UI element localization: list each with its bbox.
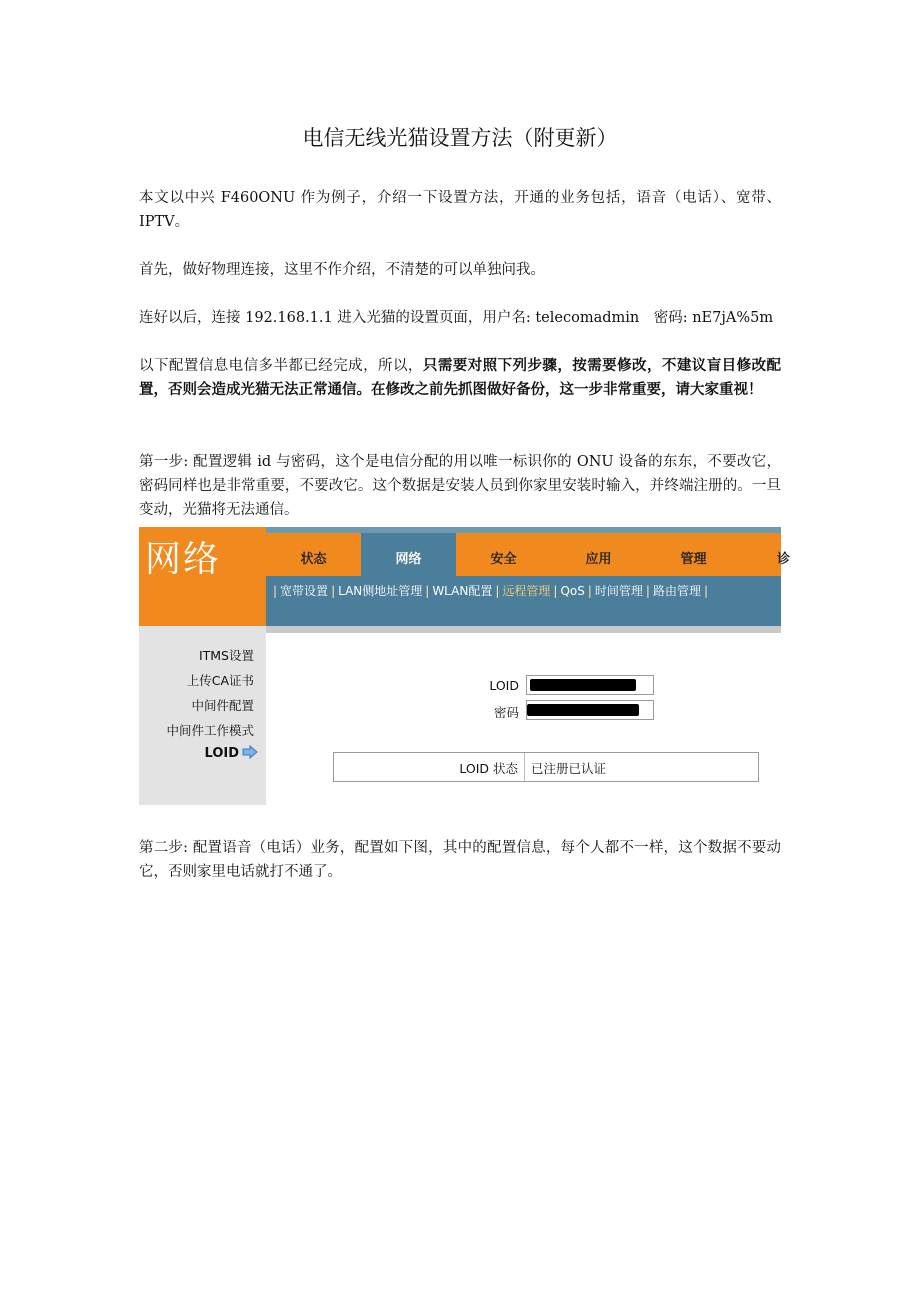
password-input[interactable] bbox=[526, 700, 654, 720]
warning-lead-text: 以下配置信息电信多半都已经完成，所以， bbox=[139, 358, 423, 374]
loid-status-value: 已注册已认证 bbox=[531, 761, 607, 776]
paragraph-warning bbox=[139, 354, 781, 402]
password-label: 密码 bbox=[493, 705, 519, 720]
sub-navigation: | 宽带设置 | LAN侧地址管理 | WLAN配置 | 远程管理 | QoS | 时间管理 | 路由管理 | bbox=[273, 584, 709, 598]
subnav-broadband[interactable]: 宽带设置 bbox=[280, 584, 329, 598]
loid-status-label: LOID 状态 bbox=[459, 761, 518, 776]
left-nav-itms[interactable]: ITMS设置 bbox=[198, 648, 254, 663]
paragraph-login-info: 连好以后，连接 192.168.1.1 进入光猫的设置页面，用户名: telecomadmin 密码: nE7jA%5m bbox=[139, 310, 774, 326]
loid-input[interactable] bbox=[526, 675, 654, 695]
subnav-routing[interactable]: 路由管理 bbox=[652, 584, 701, 598]
left-nav-loid[interactable]: LOID bbox=[204, 746, 239, 761]
left-nav-middleware-mode[interactable]: 中间件工作模式 bbox=[166, 723, 254, 738]
password-redaction bbox=[527, 704, 639, 716]
paragraph-step-one: 第一步: 配置逻辑 id 与密码，这个是电信分配的用以唯一标识你的 ONU 设备的东东，不要改它，密码同样也是非常重要，不要改它。这个数据是安装人员到你家里安装时输入，并终端注册的。一旦变动，光猫将无法通信。 bbox=[139, 454, 781, 518]
tab-security[interactable]: 安全 bbox=[490, 552, 517, 567]
tab-network[interactable]: 网络 bbox=[361, 533, 456, 576]
left-nav-ca-cert[interactable]: 上传CA证书 bbox=[186, 673, 254, 688]
content-top-stripe bbox=[266, 626, 781, 633]
paragraph-intro: 本文以中兴 F460ONU 作为例子，介绍一下设置方法，开通的业务包括，语音（电话）、宽带、IPTV。 bbox=[139, 190, 781, 230]
subnav-lan[interactable]: LAN侧地址管理 bbox=[338, 584, 423, 598]
subnav-remote-management[interactable]: 远程管理 bbox=[502, 584, 551, 598]
subnav-wlan[interactable]: WLAN配置 bbox=[432, 584, 493, 598]
brand-block bbox=[139, 527, 266, 626]
subnav-qos[interactable]: QoS bbox=[560, 584, 585, 598]
tab-status[interactable]: 状态 bbox=[300, 552, 327, 567]
arrow-right-icon bbox=[242, 745, 258, 759]
paragraph-step-two: 第二步: 配置语音（电话）业务，配置如下图，其中的配置信息，每个人都不一样，这个数据不要动它，否则家里电话就打不通了。 bbox=[139, 840, 781, 880]
tab-diagnostics[interactable]: 诊 bbox=[777, 552, 791, 567]
loid-label: LOID bbox=[489, 678, 519, 693]
subnav-time[interactable]: 时间管理 bbox=[594, 584, 643, 598]
tab-application[interactable]: 应用 bbox=[585, 552, 612, 567]
router-screenshot bbox=[139, 527, 791, 805]
brand-title: 网络 bbox=[145, 539, 222, 580]
loid-redaction bbox=[530, 679, 636, 691]
status-divider bbox=[524, 753, 525, 781]
warning-bold-text: 只需要对照下列步骤，按需要修改，不建议盲目修改配置，否则会造成光猫无法正常通信。在修改之前先抓图做好备份，这一步非常重要，请大家重视！ bbox=[139, 358, 782, 398]
document-title: 电信无线光猫设置方法（附更新） bbox=[302, 126, 618, 150]
tab-management[interactable]: 管理 bbox=[680, 552, 707, 567]
paragraph-physical-connection: 首先，做好物理连接，这里不作介绍，不清楚的可以单独问我。 bbox=[139, 262, 545, 278]
loid-status-row bbox=[333, 752, 759, 782]
left-nav-middleware-config[interactable]: 中间件配置 bbox=[191, 698, 254, 713]
